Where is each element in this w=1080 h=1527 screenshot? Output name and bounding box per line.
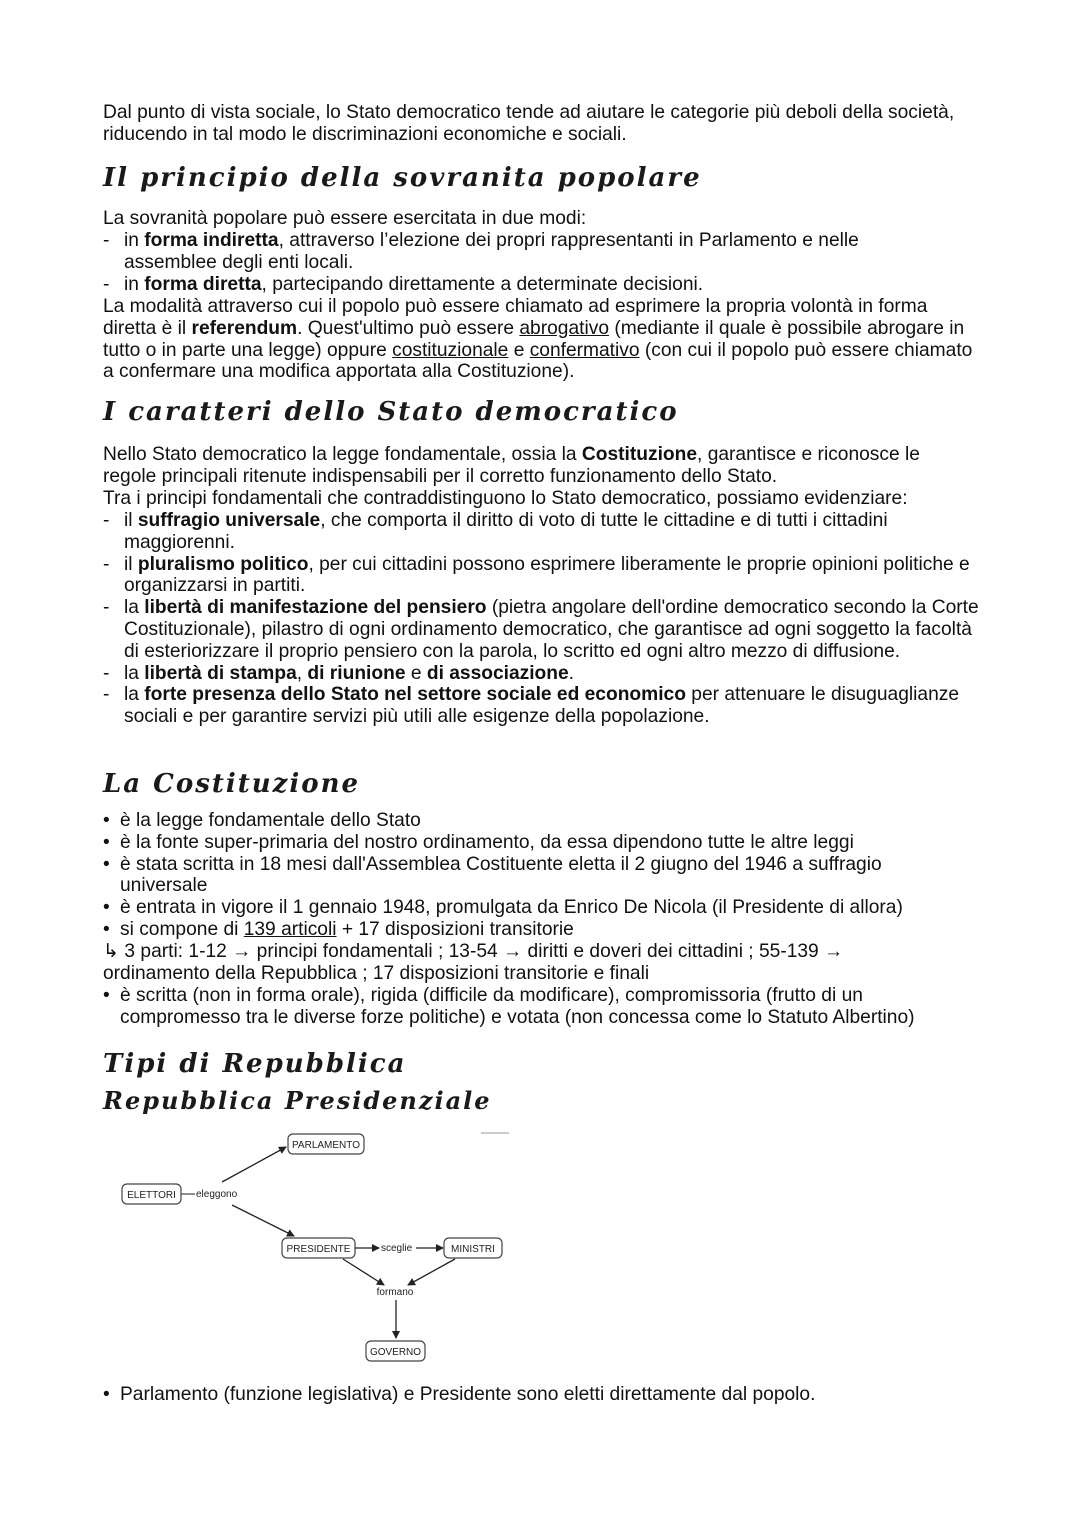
list-item: - in forma indiretta, attraverso l’elezione dei propri rappresentanti in Parlamento e nelle assemblee degli enti locali.	[103, 230, 903, 274]
arrow-presidente-formano	[343, 1259, 384, 1285]
label-elettori: ELETTORI	[127, 1190, 176, 1201]
label-eleggono: eleggono	[196, 1189, 238, 1200]
list-item: - in forma diretta, partecipando direttamente a determinate decisioni.	[103, 274, 903, 296]
arrow-ministri-formano	[408, 1259, 455, 1285]
list-item: - la forte presenza dello Stato nel settore sociale ed economico per attenuare le disuguaglianze sociali e per garantire servizi più utili alle esigenze della popolazione.	[103, 684, 983, 728]
list-item: • è la fonte super-primaria del nostro ordinamento, da essa dipendono tutte le altre leggi	[103, 832, 963, 854]
heading-sovranita: Il principio della sovranita popolare	[103, 163, 702, 193]
intro-paragraph: Dal punto di vista sociale, lo Stato democratico tende ad aiutare le categorie più deboli della società, riducendo in tal modo le discriminazioni economiche e sociali.	[103, 102, 955, 145]
caratteri-p1: Nello Stato democratico la legge fondamentale, ossia la Costituzione, garantisce e riconosce le regole principali ritenute indispensabili per il corretto funzionamento dello Stato.	[103, 444, 920, 487]
list-item: - il suffragio universale, che comporta il diritto di voto di tutte le cittadine e di tutti i cittadini maggiorenni.	[103, 510, 983, 554]
heading-tipi: Tipi di Repubblica	[103, 1049, 407, 1079]
list-item: • è la legge fondamentale dello Stato	[103, 810, 963, 832]
arrow-to-presidente	[232, 1205, 294, 1236]
costituzione-list	[103, 810, 963, 941]
caratteri-p2: Tra i principi fondamentali che contraddistinguono lo Stato democratico, possiamo evidenziare:	[103, 488, 908, 509]
label-sceglie: sceglie	[381, 1243, 413, 1254]
label-governo: GOVERNO	[369, 1347, 422, 1358]
label-presidente: PRESIDENTE	[286, 1244, 351, 1255]
list-item: • si compone di 139 articoli + 17 disposizioni transitorie	[103, 919, 963, 941]
label-ministri: MINISTRI	[451, 1244, 495, 1255]
repubblica-diagram	[0, 1125, 1080, 1365]
list-item: • è scritta (non in forma orale), rigida (difficile da modificare), compromissoria (frutto di un compromesso tra le diverse forze politiche) e votata (non concessa come lo Statuto Albertino)	[103, 985, 963, 1029]
subheading-presidenziale: Repubblica Presidenziale	[103, 1086, 492, 1115]
arrow-to-parlamento	[222, 1147, 286, 1182]
referendum-paragraph: La modalità attraverso cui il popolo può essere chiamato ad esprimere la propria volontà in forma diretta è il referendum. Quest'ultimo può essere abrogativo (mediante il quale è possibile abrogare in tutto o in parte una legge) oppure costituzionale e confermativo (con cui il popolo può essere chiamato a confermare una modifica apportata alla Costituzione).	[103, 296, 973, 383]
label-parlamento: PARLAMENTO	[292, 1140, 360, 1151]
caratteri-list	[103, 510, 983, 728]
list-item: - la libertà di manifestazione del pensiero (pietra angolare dell'ordine democratico secondo la Corte Costituzionale), pilastro di ogni ordinamento democratico, che garantisce ad ogni soggetto la facoltà di esteriorizzare il proprio pensiero con la parola, lo scritto ed ogni altro mezzo di diffusione.	[103, 597, 983, 662]
list-item: • è stata scritta in 18 mesi dall'Assemblea Costituente eletta il 2 giugno del 1946 a suffragio universale	[103, 854, 963, 898]
heading-caratteri: I caratteri dello Stato democratico	[103, 397, 679, 427]
sovranita-lead: La sovranità popolare può essere esercitata in due modi:	[103, 208, 587, 229]
sovranita-list	[103, 230, 903, 295]
list-item: • è entrata in vigore il 1 gennaio 1948, promulgata da Enrico De Nicola (il Presidente di allora)	[103, 897, 963, 919]
costituzione-parti: ↳ 3 parti: 1-12 → principi fondamentali ; 13-54 → diritti e doveri dei cittadini ; 55-139 → ordinamento della Repubblica ; 17 disposizioni transitorie e finali	[103, 941, 844, 984]
costituzione-list-2	[103, 985, 963, 1029]
final-note-list	[103, 1384, 963, 1406]
list-item: • Parlamento (funzione legislativa) e Presidente sono eletti direttamente dal popolo.	[103, 1384, 963, 1406]
list-item: - il pluralismo politico, per cui cittadini possono esprimere liberamente le proprie opinioni politiche e organizzarsi in partiti.	[103, 554, 983, 598]
heading-costituzione: La Costituzione	[103, 769, 361, 799]
label-formano: formano	[376, 1287, 414, 1298]
list-item: - la libertà di stampa, di riunione e di associazione.	[103, 663, 983, 685]
